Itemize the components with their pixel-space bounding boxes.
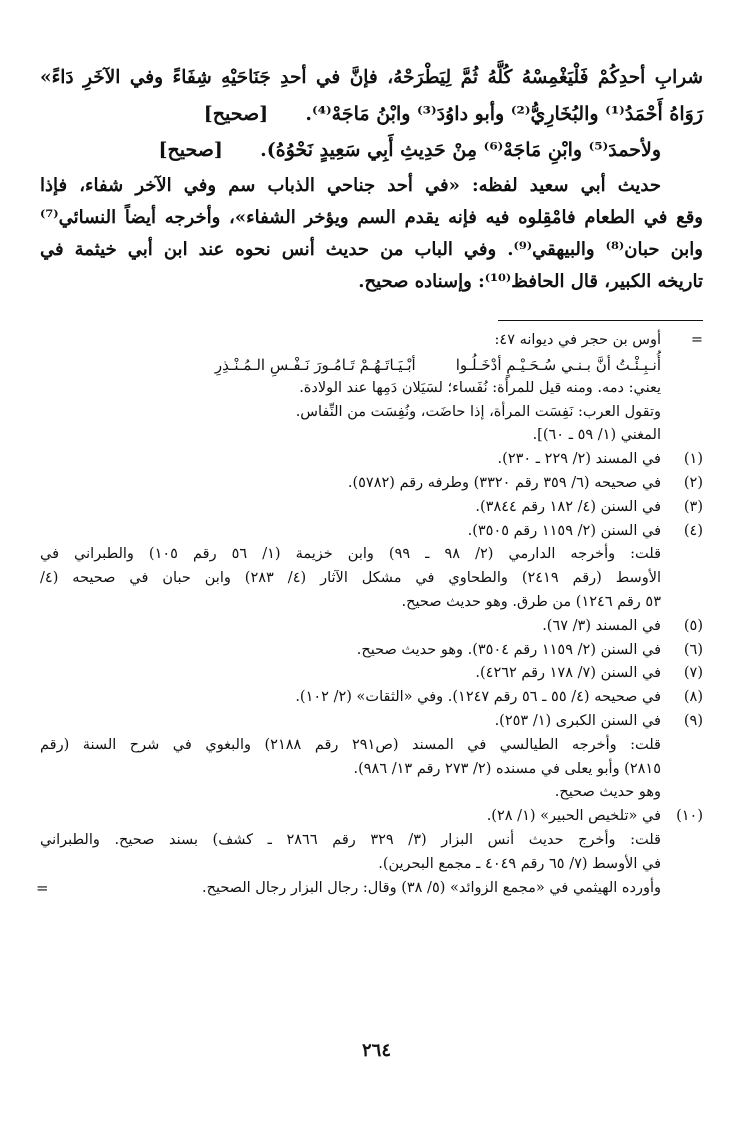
page-body — [36, 60, 703, 900]
commentary-line-3: وابن حبان⁽⁸⁾ والبيهقي⁽⁹⁾. وفي الباب من حديث أنس نحوه عند ابن أبي خيثمة في — [40, 239, 703, 260]
commentary-line-4: تاريخه الكبير، قال الحافظ⁽¹⁰⁾: وإسناده صحيح. — [358, 271, 703, 292]
footnote-continued — [40, 329, 703, 353]
footnote-text: في صحيحه (٦/ ٣٥٩ رقم ٣٣٢٠) وطرفه رقم (٥٧٨٢). — [347, 474, 661, 491]
footnote-9-note: وهو حديث صحيح. — [554, 784, 661, 801]
hadith-line-2 — [40, 96, 703, 132]
footnote-number: (٢) — [683, 474, 703, 491]
footnote-5 — [40, 615, 703, 639]
footnote-number: (٤) — [683, 522, 703, 539]
footnote-text: في السنن (٢/ ١١٥٩ رقم ٣٥٠٥). — [467, 522, 661, 539]
footnote-7 — [40, 662, 703, 686]
footnote-separator — [498, 320, 703, 321]
grade-badge: [صحيح] — [203, 103, 269, 125]
continuation-marker: = — [36, 878, 49, 897]
footnote-number: (٩) — [683, 712, 703, 729]
footnote-text: في السنن (٧/ ١٧٨ رقم ٤٢٦٢). — [475, 665, 661, 682]
footnote-text: في «تلخيص الحبير» (١/ ٢٨). — [486, 808, 661, 825]
footnote-text: المغني (١/ ٥٩ ـ ٦٠)]. — [532, 427, 661, 444]
poem-hemistich-2: أبْـيَـاتَـهُـمْ تَـامُـورَ نَـفْـسِ الـمُـنْـذِرِ — [214, 355, 416, 374]
footnote-text: في السنن (٢/ ١١٥٩ رقم ٣٥٠٤). وهو حديث صحيح. — [356, 641, 661, 658]
footnote-number: (١٠) — [676, 808, 703, 825]
footnote-3 — [40, 496, 703, 520]
footnote-number: (٣) — [683, 498, 703, 515]
footnote-number: (٨) — [683, 689, 703, 706]
footnote-number: (٧) — [683, 665, 703, 682]
footnote-9-note: ٢٨١٥) وأبو يعلى في مسنده (٢/ ٢٧٣ رقم ١٣/ ٩٨٦). — [353, 760, 661, 777]
footnote-number: (٦) — [683, 641, 703, 658]
footnote-4 — [40, 520, 703, 544]
footnote-text: يعني: دمه. ومنه قيل للمرأة: نُفَساء؛ لسَيَلان دَمِها عند الولادة. — [299, 379, 661, 396]
footnote-9 — [40, 710, 703, 734]
page-number: ٢٦٤ — [361, 1040, 391, 1061]
footnote-9-note: قلت: وأخرجه الطيالسي في المسند (ص٢٩١ رقم ٢١٨٨) والبغوي في شرح السنة (رقم — [40, 736, 661, 753]
footnote-text: وتقول العرب: نَفِسَت المرأة، إذا حاضَت، ونُفِسَت من النِّفاس. — [295, 403, 661, 420]
footnote-4-note: ٥٣ رقم ١٢٤٦) من طرق. وهو حديث صحيح. — [401, 593, 661, 610]
footnote-2 — [40, 472, 703, 496]
footnote-number: (١) — [683, 451, 703, 468]
footnote-4-note: الأوسط (رقم ٢٤١٩) والطحاوي في مشكل الآثار (٤/ ٢٨٣) وابن حبان في صحيحه (٤/ — [40, 570, 661, 587]
footnote-10 — [40, 805, 703, 829]
commentary-line-2: وقع في الطعام فامْقِلوه فيه فإنه يقدم السم ويؤخر الشفاء»، وأخرجه أيضاً النسائي⁽⁷⁾ — [40, 207, 703, 228]
footnote-8 — [40, 686, 703, 710]
hadith-line-2-text: رَوَاهُ أَحْمَدُ⁽¹⁾ والبُخَارِيُّ⁽²⁾ وأبو داوُدَ⁽³⁾ وابْنُ مَاجَهْ⁽⁴⁾. — [305, 103, 703, 125]
footnote-text: في المسند (٣/ ٦٧). — [542, 617, 661, 634]
footnote-text: أوس بن حجر في ديوانه ٤٧: — [494, 332, 661, 348]
footnote-10-note: قلت: وأخرج حديث أنس البزار (٣/ ٣٢٩ رقم ٢٨٦٦ ـ كشف) بسند صحيح. والطبراني — [40, 831, 661, 848]
footnote-1 — [40, 448, 703, 472]
hadith-line-3-text: ولأحمدَ⁽⁵⁾ وابْنِ مَاجَهْ⁽⁶⁾ مِنْ حَدِيثِ أَبِي سَعِيدٍ نَحْوُهُ). — [260, 139, 661, 161]
footnote-10-note — [36, 877, 703, 901]
commentary-line-1: حديث أبي سعيد لفظه: «في أحد جناحي الذباب سم وفي الآخر شفاء، فإذا — [40, 175, 661, 196]
footnote-4-note: قلت: وأخرجه الدارمي (٢/ ٩٨ ـ ٩٩) وابن خزيمة (١/ ٥٦ رقم ١٠٥) والطبراني في — [40, 546, 662, 563]
footnote-text: في السنن (٤/ ١٨٢ رقم ٣٨٤٤). — [475, 498, 661, 515]
grade-badge: [صحيح] — [158, 139, 223, 161]
poem-verse — [40, 353, 703, 377]
footnote-6 — [40, 639, 703, 663]
footnote-separator-wrap — [40, 298, 703, 329]
footnote-text: وأورده الهيثمي في «مجمع الزوائد» (٥/ ٣٨) وقال: رجال البزار رجال الصحيح. — [201, 879, 661, 896]
continuation-marker: = — [690, 332, 703, 348]
hadith-line-3 — [40, 132, 703, 168]
poem-hemistich-1: أُنـبِـئْـتُ أنَّ بـنـي سُـحَـيْـمٍ أدْخَـلُـوا — [455, 355, 661, 374]
footnote-text: في السنن الكبرى (١/ ٢٥٣). — [494, 712, 661, 729]
footnote-number: (٥) — [683, 617, 703, 634]
footnote-text: في المسند (٢/ ٢٢٩ ـ ٢٣٠). — [497, 451, 661, 468]
footnote-10-note: في الأوسط (٧/ ٦٥ رقم ٤٠٤٩ ـ مجمع البحرين). — [378, 855, 661, 872]
hadith-line-1: شرابِ أحدِكُمْ فَلْيَغْمِسْهُ كُلَّهُ ثُمَّ لِيَطْرَحْهُ، فإنَّ في أحدِ جَنَاحَيْهِ شِفَاءً وفي الآخَرِ دَاءً» — [40, 67, 703, 88]
footnote-text: في صحيحه (٤/ ٥٥ ـ ٥٦ رقم ١٢٤٧). وفي «الثقات» (٢/ ١٠٢). — [295, 689, 661, 706]
